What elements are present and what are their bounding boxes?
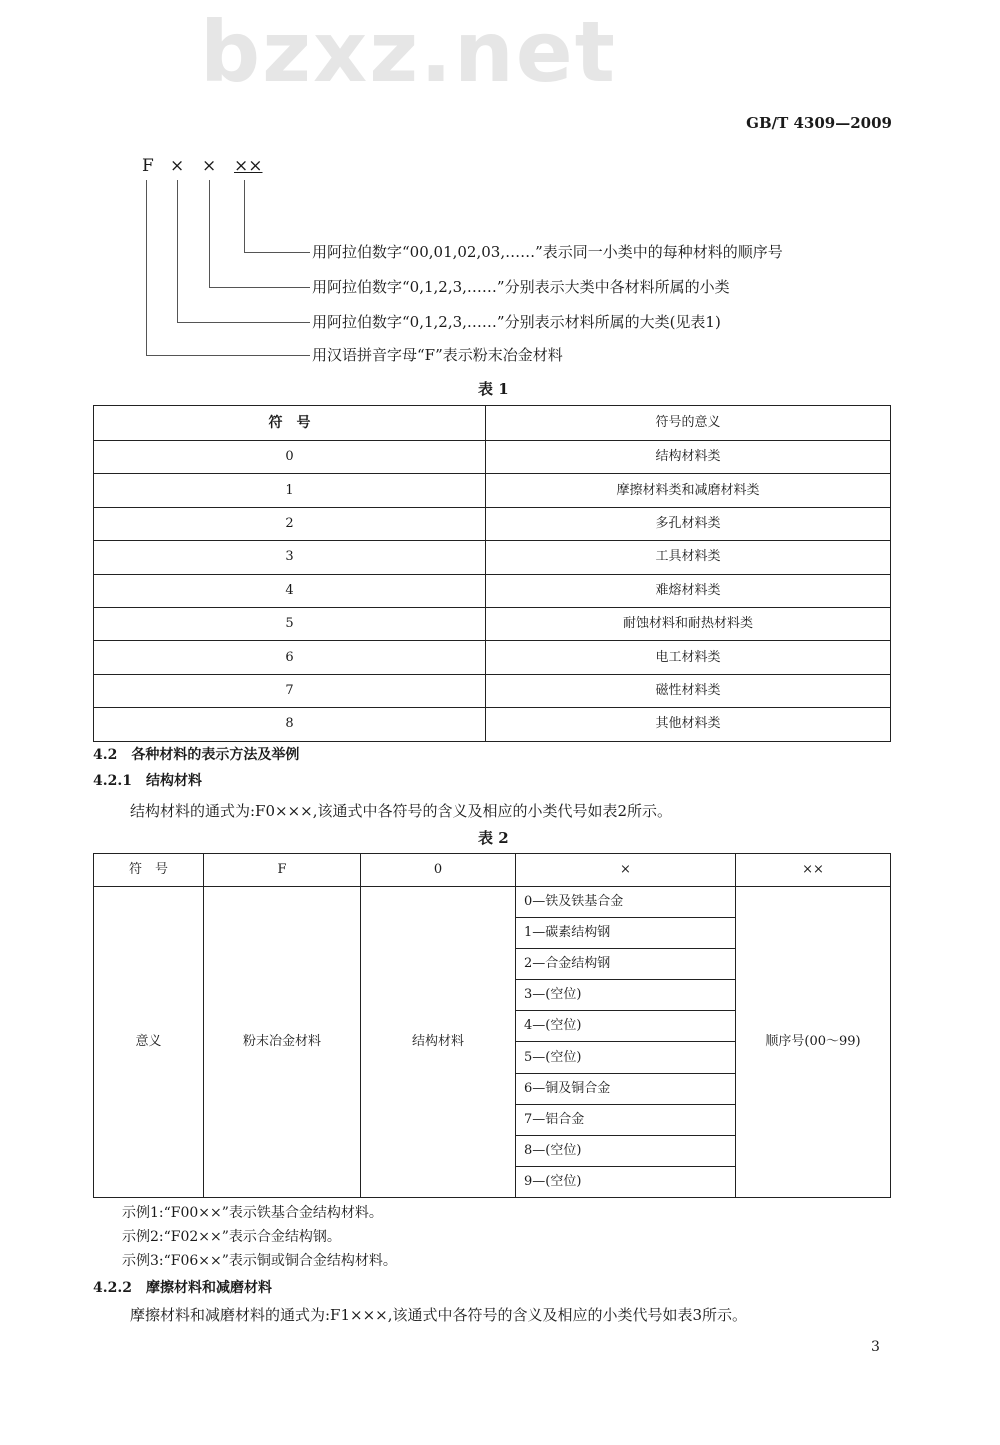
meaning-cell: 工具材料类 bbox=[486, 541, 891, 574]
connector-line bbox=[146, 355, 310, 356]
subclass-cell: 5—(空位) bbox=[516, 1042, 736, 1073]
symbol-cell: 4 bbox=[94, 574, 486, 607]
table1-row bbox=[94, 474, 891, 507]
symbol-cell: 8 bbox=[94, 708, 486, 741]
meaning-cell: 摩擦材料类和减磨材料类 bbox=[486, 474, 891, 507]
table1-row bbox=[94, 607, 891, 640]
subclass-cell: 8—(空位) bbox=[516, 1135, 736, 1166]
table2 bbox=[93, 853, 891, 1198]
meaning-cell: 多孔材料类 bbox=[486, 507, 891, 540]
code-x2: × bbox=[202, 156, 217, 176]
paragraph-4-2-1: 结构材料的通式为:F0×××,该通式中各符号的含义及相应的小类代号如表2所示。 bbox=[130, 802, 673, 820]
table2-header: ×× bbox=[736, 854, 891, 887]
connector-line bbox=[244, 252, 310, 253]
meaning-cell: 磁性材料类 bbox=[486, 674, 891, 707]
f-meaning: 粉末冶金材料 bbox=[204, 887, 361, 1198]
connector-line bbox=[146, 180, 147, 355]
section-4-2-2: 4.2.2 摩擦材料和减磨材料 bbox=[93, 1280, 272, 1296]
connector-line bbox=[177, 322, 310, 323]
table2-caption: 表 2 bbox=[478, 829, 509, 847]
table1-caption: 表 1 bbox=[478, 380, 509, 398]
meaning-cell: 耐蚀材料和耐热材料类 bbox=[486, 607, 891, 640]
table2-header: 符 号 bbox=[94, 854, 204, 887]
example-1: 示例1:“F00××”表示铁基合金结构材料。 bbox=[122, 1205, 383, 1221]
connector-line bbox=[177, 180, 178, 322]
subclass-cell: 4—(空位) bbox=[516, 1011, 736, 1042]
subclass-cell: 0—铁及铁基合金 bbox=[516, 887, 736, 918]
diagram-line-1: 用阿拉伯数字“00,01,02,03,……”表示同一小类中的每种材料的顺序号 bbox=[312, 243, 783, 261]
table1-row bbox=[94, 641, 891, 674]
diagram-line-4: 用汉语拼音字母“F”表示粉末冶金材料 bbox=[312, 346, 563, 364]
symbol-cell: 1 bbox=[94, 474, 486, 507]
table2-header: × bbox=[516, 854, 736, 887]
table1-header: 符号的意义 bbox=[486, 406, 891, 441]
symbol-cell: 5 bbox=[94, 607, 486, 640]
symbol-cell: 3 bbox=[94, 541, 486, 574]
sequence-meaning: 顺序号(00～99) bbox=[736, 887, 891, 1198]
section-4-2: 4.2 各种材料的表示方法及举例 bbox=[93, 747, 300, 763]
table2-row bbox=[94, 887, 891, 918]
subclass-cell: 6—铜及铜合金 bbox=[516, 1073, 736, 1104]
table1-row bbox=[94, 574, 891, 607]
watermark: bzxz.net bbox=[200, 3, 617, 101]
symbol-cell: 2 bbox=[94, 507, 486, 540]
table2-header: 0 bbox=[361, 854, 516, 887]
symbol-cell: 6 bbox=[94, 641, 486, 674]
diagram-line-3: 用阿拉伯数字“0,1,2,3,……”分别表示材料所属的大类(见表1) bbox=[312, 313, 721, 331]
code-xx: ×× bbox=[234, 156, 263, 176]
symbol-cell: 7 bbox=[94, 674, 486, 707]
standard-number: GB/T 4309—2009 bbox=[746, 114, 892, 132]
subclass-cell: 7—铝合金 bbox=[516, 1104, 736, 1135]
diagram-line-2: 用阿拉伯数字“0,1,2,3,……”分别表示大类中各材料所属的小类 bbox=[312, 278, 730, 296]
connector-line bbox=[244, 180, 245, 252]
table1-row bbox=[94, 708, 891, 741]
subclass-cell: 9—(空位) bbox=[516, 1166, 736, 1197]
table1-header: 符 号 bbox=[94, 406, 486, 441]
table1-row bbox=[94, 541, 891, 574]
example-3: 示例3:“F06××”表示铜或铜合金结构材料。 bbox=[122, 1253, 397, 1269]
connector-line bbox=[209, 287, 310, 288]
page-number: 3 bbox=[871, 1339, 880, 1355]
section-4-2-1: 4.2.1 结构材料 bbox=[93, 773, 202, 789]
subclass-cell: 2—合金结构钢 bbox=[516, 949, 736, 980]
subclass-cell: 1—碳素结构钢 bbox=[516, 918, 736, 949]
subclass-cell: 3—(空位) bbox=[516, 980, 736, 1011]
code-f: F bbox=[142, 156, 154, 176]
row-label: 意义 bbox=[94, 887, 204, 1198]
meaning-cell: 其他材料类 bbox=[486, 708, 891, 741]
connector-line bbox=[209, 180, 210, 287]
meaning-cell: 电工材料类 bbox=[486, 641, 891, 674]
table1-row bbox=[94, 441, 891, 474]
code-x1: × bbox=[170, 156, 185, 176]
table1 bbox=[93, 405, 891, 742]
symbol-cell: 0 bbox=[94, 441, 486, 474]
table2-header: F bbox=[204, 854, 361, 887]
table1-row bbox=[94, 674, 891, 707]
example-2: 示例2:“F02××”表示合金结构钢。 bbox=[122, 1229, 341, 1245]
paragraph-4-2-2: 摩擦材料和减磨材料的通式为:F1×××,该通式中各符号的含义及相应的小类代号如表3所示。 bbox=[130, 1306, 748, 1324]
meaning-cell: 难熔材料类 bbox=[486, 574, 891, 607]
meaning-cell: 结构材料类 bbox=[486, 441, 891, 474]
table1-row bbox=[94, 507, 891, 540]
zero-meaning: 结构材料 bbox=[361, 887, 516, 1198]
